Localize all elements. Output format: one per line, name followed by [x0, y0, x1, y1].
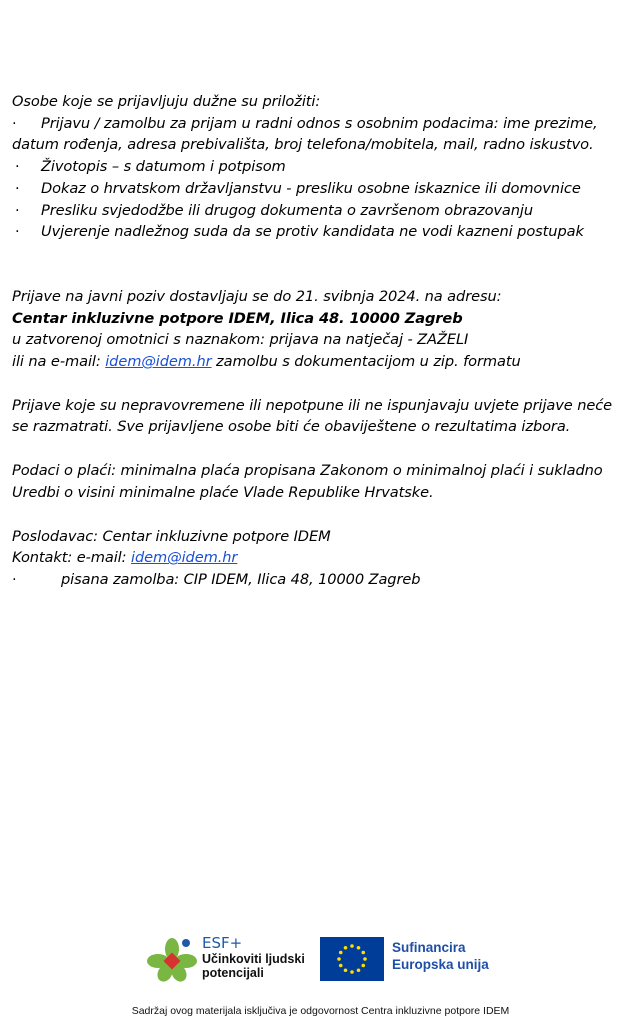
eu-cofunded-logo	[320, 937, 504, 981]
bullet: ·	[12, 114, 17, 132]
requirement-item: · Prijavu / zamolbu za prijam u radni odnos s osobnim podacima: ime prezime, datum rođenja, adresa prebivališta, broj telefona/mobitela, mail, radno iskustvo.	[12, 114, 598, 154]
salary-paragraph: Podaci o plaći: minimalna plaća propisana Zakonom o minimalnoj plaći i sukladno Uredbi o visini minimalne plaće Vlade Republike Hrvatske.	[12, 462, 603, 501]
bullet: ·	[15, 179, 20, 197]
esf-programme-name: Učinkoviti ljudski potencijali	[202, 952, 305, 980]
requirements-intro: Osobe koje se prijavljuju dužne su priložiti:	[12, 93, 321, 110]
requirement-item: · Životopis – s datumom i potpisom	[12, 156, 632, 178]
email-submission-line: ili na e-mail: idem@idem.hr zamolbu s dokumentacijom u zip. formatu	[12, 353, 521, 371]
funding-logos	[146, 931, 504, 987]
eu-star-icon	[361, 951, 365, 955]
esf-logo	[146, 931, 313, 987]
contact-line: Kontakt: e-mail: idem@idem.hr	[12, 549, 238, 567]
email-link[interactable]: idem@idem.hr	[105, 353, 212, 371]
bullet: ·	[15, 158, 20, 176]
eu-star-icon	[357, 968, 361, 972]
bullet: ·	[15, 223, 20, 241]
eu-star-icon	[344, 946, 348, 950]
eu-star-icon	[350, 970, 354, 974]
eu-star-icon	[361, 964, 365, 968]
requirement-item: · Presliku svjedodžbe ili drugog dokumenta o završenom obrazovanju	[12, 200, 632, 222]
contact-email-link[interactable]: idem@idem.hr	[131, 549, 238, 567]
eu-flag-icon	[320, 937, 384, 981]
envelope-note: u zatvorenoj omotnici s naznakom: prijava na natječaj - ZAŽELI	[12, 331, 469, 349]
disclaimer-footer: Sadržaj ovog materijala isključiva je odgovornost Centra inkluzivne potpore IDEM	[131, 1005, 510, 1017]
submission-address: Centar inkluzivne potpore IDEM, Ilica 48. 10000 Zagreb	[12, 309, 463, 327]
eu-star-icon	[350, 944, 354, 948]
deadline-line: Prijave na javni poziv dostavljaju se do 21. svibnja 2024. na adresu:	[12, 287, 502, 305]
eu-star-icon	[344, 968, 348, 972]
esf-title: ESF+	[202, 934, 243, 952]
eu-star-icon	[357, 946, 361, 950]
eu-star-icon	[339, 951, 343, 955]
bullet: ·	[15, 201, 20, 219]
eu-cofunded-text: Sufinancira Europska unija	[392, 940, 489, 972]
requirement-item: · Uvjerenje nadležnog suda da se protiv kandidata ne vodi kazneni postupak	[12, 221, 632, 243]
employer-line: Poslodavac: Centar inkluzivne potpore IDEM	[12, 527, 331, 545]
requirement-item: · Dokaz o hrvatskom državljanstvu - presliku osobne iskaznice ili domovnice	[12, 178, 632, 200]
written-application-item: · pisana zamolba: CIP IDEM, Ilica 48, 10000 Zagreb	[12, 569, 632, 591]
eu-star-icon	[337, 957, 341, 961]
notice-paragraph: Prijave koje su nepravovremene ili nepotpune ili ne ispunjavaju uvjete prijave neće se razmatrati. Sve prijavljene osobe biti će obaviještene o rezultatima izbora.	[12, 396, 613, 436]
document-body	[12, 91, 632, 591]
eu-star-icon	[363, 957, 367, 961]
esf-flower-icon	[146, 937, 198, 983]
bullet: ·	[12, 570, 17, 588]
eu-star-icon	[339, 964, 343, 968]
